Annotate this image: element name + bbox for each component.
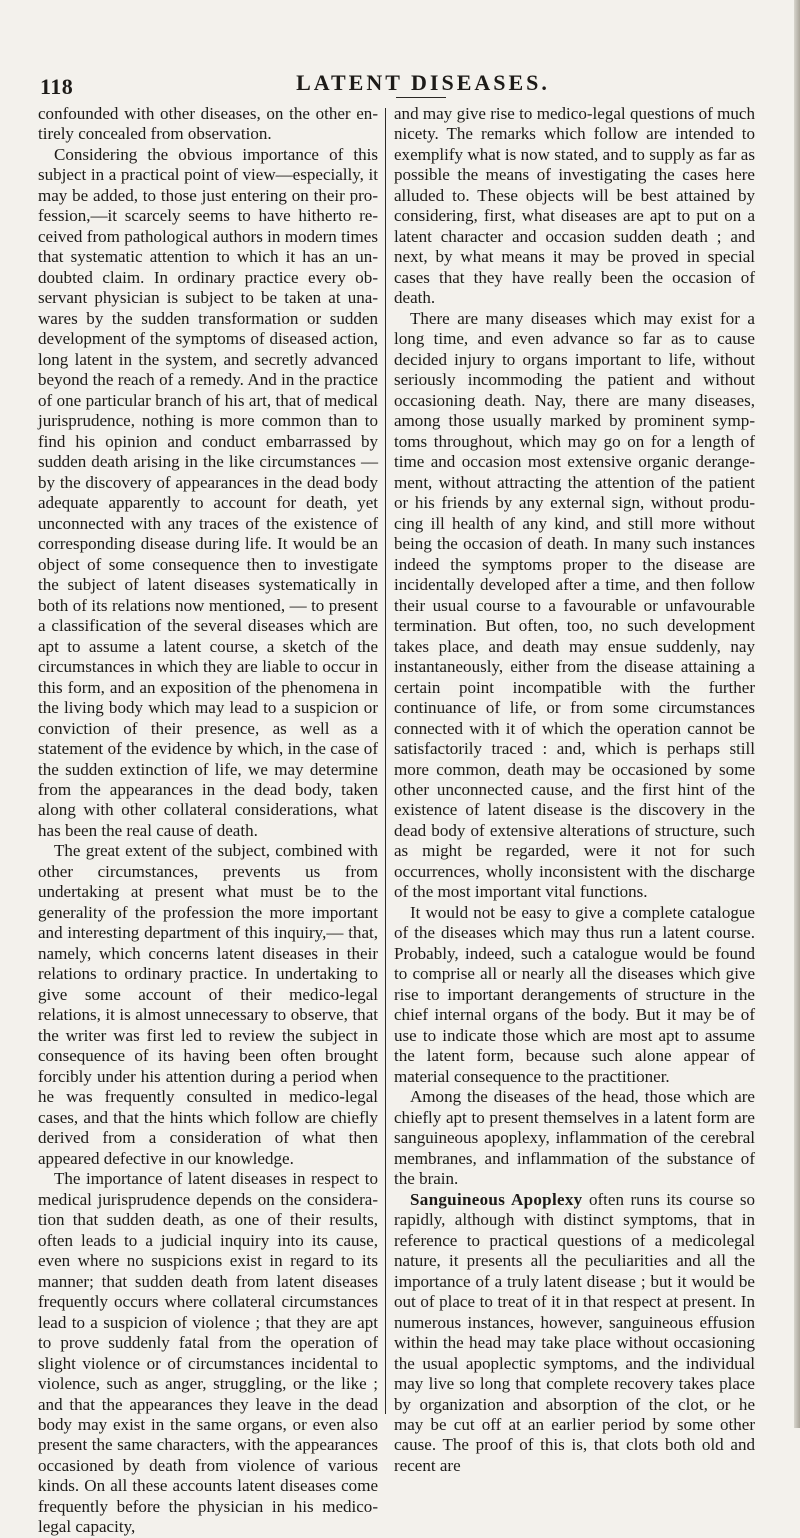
paragraph: The great extent of the subject, combined with other circumstances, prevents us from undertaking at present what must be to the generality of the profession the more important and interesting department of this inquiry,— that, namely, which concerns latent diseases in their relations to ordinary practice. In undertaking to give some account of their medico-legal relations, it is almost unnecessary to observe, that the writer was first led to review the subject in consequence of its having been often brought forcibly under his attention during a period when he was frequently consulted in medico-legal cases, and that the hints which follow are chiefly derived from a consideration of what then appeared defective in our knowledge.	[38, 841, 378, 1168]
paragraph-body: often runs its course so rapidly, although with distinct symptoms, that in reference to practical questions of a medicolegal nature, it presents all the peculiarities and all the importance of a truly latent disease ; but it would be out of place to treat of it in that respect at present. In numerous instances, however, sanguineous effusion within the head may take place without occasioning the usual apoplectic symptoms, and the individual may live so long that complete recovery takes place by organization and absorption of the clot, or he may be cut off at an earlier period by some other cause. The proof of this is, that clots both old and recent are	[394, 1189, 755, 1475]
paragraph: Among the diseases of the head, those which are chiefly apt to present themselves in a latent form are sanguineous apoplexy, inflammation of the cerebral membranes, and inflammation of the substance of the brain.	[394, 1087, 755, 1189]
paragraph: There are many diseases which may exist for a long time, and even advance so far as to cause decided injury to organs important to life, without seriously incommoding the patient and without occasioning death. Nay, there are many diseases, among those usually marked by prominent symptoms throughout, which may go on for a length of time and occasion most extensive organic derangement, without attracting the attention of the patient or his friends by any external sign, without producing ill health of any kind, and still more without being the occasion of death. In many such instances indeed the symptoms proper to the disease are incidentally developed after a time, and then follow their usual course to a favourable or unfavourable termination. But often, too, no such development takes place, and death may ensue suddenly, nay instantaneously, either from the disease attaining a certain point incompatible with the further continuance of life, or from some circumstances connected with it of which the operation cannot be satisfactorily traced : and, which is perhaps still more common, death may be occasioned by some other unconnected cause, and the first hint of the existence of latent disease is the discovery in the dead body of extensive alterations of structure, such as might be regarded, were it not for such occurrences, wholly inconsistent with the discharge of the most important vital functions.	[394, 308, 755, 902]
paragraph	[394, 1190, 755, 1477]
page-number: 118	[40, 74, 74, 99]
section-heading: Sanguineous Apoplexy	[410, 1189, 583, 1209]
header-rule	[396, 97, 446, 99]
paragraph: confounded with other diseases, on the other entirely concealed from observation.	[38, 104, 378, 144]
column-divider	[385, 108, 386, 1414]
paragraph: It would not be easy to give a complete catalogue of the diseases which may thus run a latent course. Probably, indeed, such a catalogue would be found to comprise all or nearly all the diseases which give rise to important derangements of structure in the chief internal organs of the body. But it may be of use to indicate those which are most apt to assume the latent form, because such alone appear of material consequence to the practitioner.	[394, 902, 755, 1086]
paragraph: and may give rise to medico-legal questions of much nicety. The remarks which follow are intended to exemplify what is now stated, and to supply as far as possible the means of investigating the cases here alluded to. These objects will be best attained by considering, first, what diseases are apt to put on a latent character and occasion sudden death ; and next, by what means it may be proved in special cases that they have really been the occasion of death.	[394, 104, 755, 308]
left-column	[38, 104, 378, 1537]
running-title: LATENT DISEASES.	[296, 70, 550, 95]
paragraph: The importance of latent diseases in respect to medical jurisprudence depends on the consideration that sudden death, as one of their results, often leads to a judicial inquiry into its cause, even where no suspicions exist in regard to its manner; that sudden death from latent diseases frequently occurs where collateral circumstances lead to a suspicion of violence ; that they are apt to prove suddenly fatal from the operation of slight violence or of circumstances incidental to violence, such as anger, struggling, or the like ; and that the appearances they leave in the dead body may exist in the same organs, or even also present the same characters, with the appearances occasioned by death from violence of various kinds. On all these accounts latent diseases come frequently before the physician in his medico-legal capacity,	[38, 1169, 378, 1537]
page-header	[36, 64, 770, 100]
paragraph: Considering the obvious importance of this subject in a practical point of view—especially, it may be added, to those just entering on their profession,—it scarcely seems to have hitherto received from pathological authors in modern times that systematic attention to which it has an undoubted claim. In ordinary practice every observant physician is subject to be taken at unawares by the sudden transformation or sudden development of the symptoms of diseased action, long latent in the system, and secretly advanced beyond the reach of a remedy. And in the practice of one particular branch of his art, that of medical jurisprudence, nothing is more common than to find his opinion and conduct embarrassed by sudden death arising in the like circumstances —by the discovery of appearances in the dead body adequate apparently to account for death, yet unconnected with any traces of the existence of corresponding disease during life. It would be an object of some consequence then to investigate the subject of latent diseases systematically in both of its relations now mentioned, — to present a classification of the several diseases which are apt to assume a latent course, a sketch of the circumstances in which they are liable to occur in this form, and an exposition of the phenomena in the living body which may lead to a suspicion or conviction of their presence, as well as a statement of the evidence by which, in the case of the sudden extinction of life, we may determine from the appearances in the dead body, taken along with other collateral considerations, what has been the real cause of death.	[38, 144, 378, 840]
page-edge	[794, 0, 800, 1428]
right-column	[394, 104, 755, 1475]
